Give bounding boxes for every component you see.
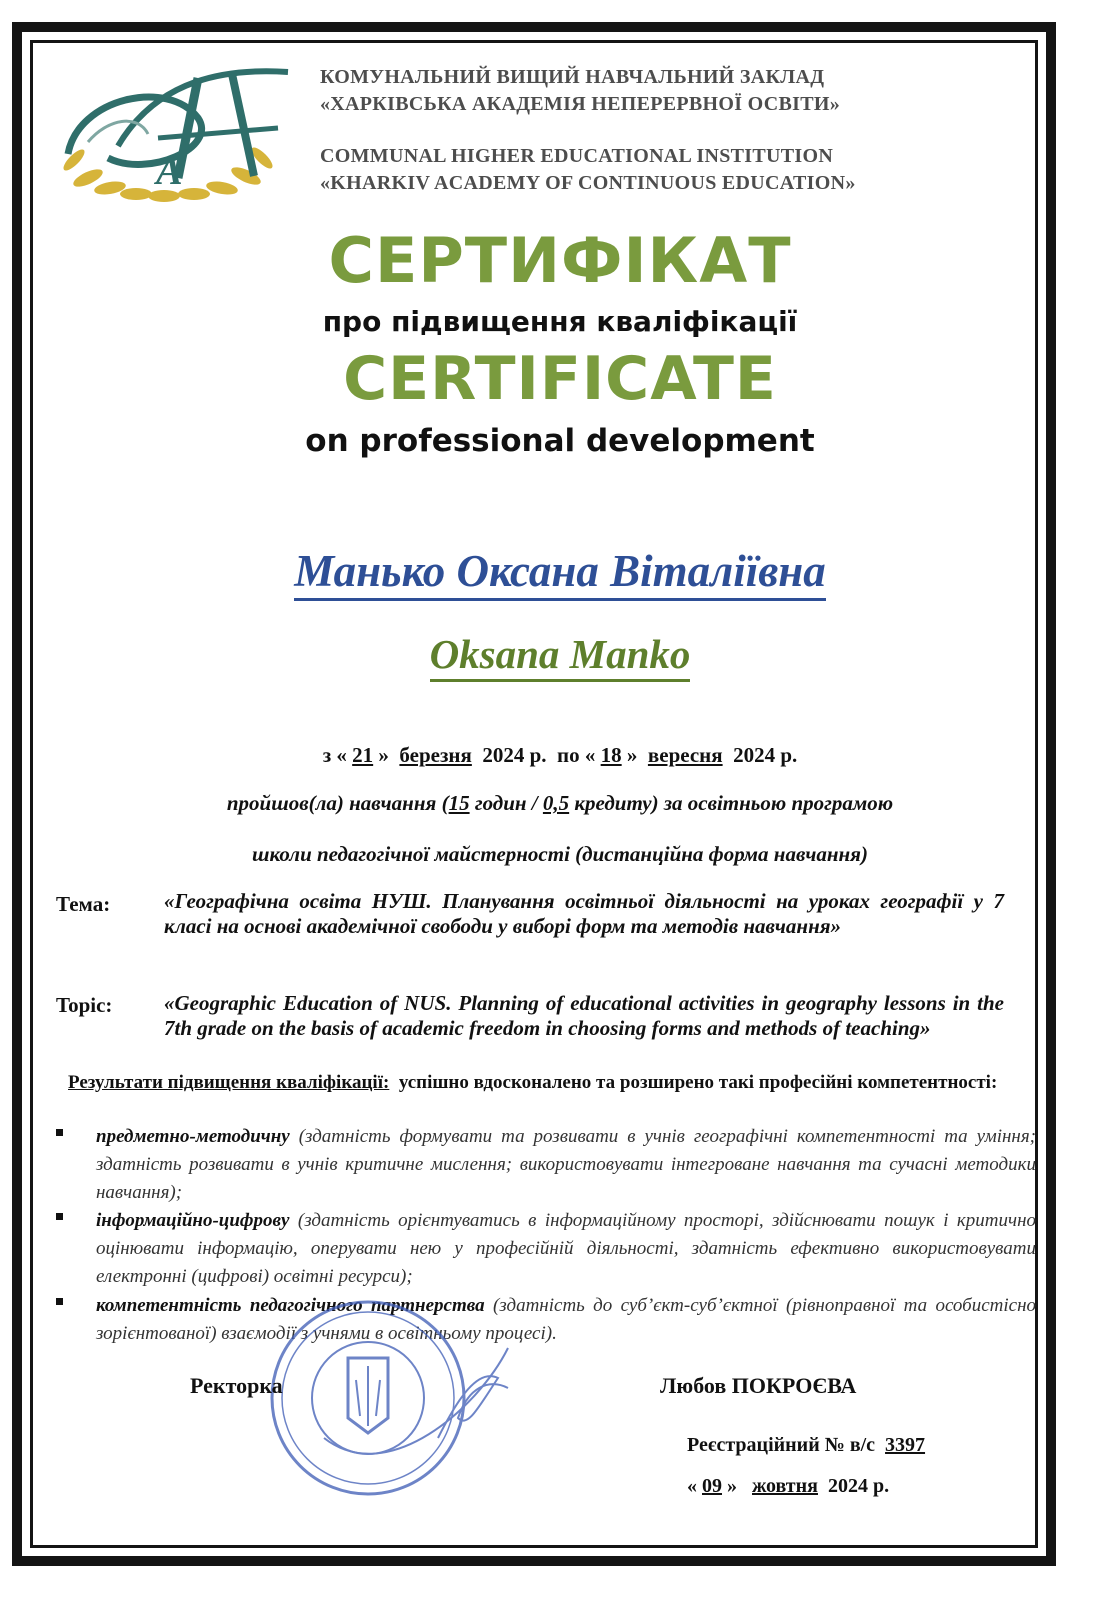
topic-label-ua: Тема: — [56, 892, 111, 916]
training-summary: пройшов(ла) навчання (15 годин / 0,5 кредиту) за освітньою програмою — [226, 791, 894, 815]
training-program: школи педагогічної майстерності (дистанційна форма навчання) — [251, 842, 868, 866]
topic-text-en: «Geographic Education of NUS. Planning of educational activities in geography lessons in the 7th grade on the basis of academic freedom in choosing forms and methods of teaching» — [164, 991, 1004, 1040]
recipient-name-ua: Манько Оксана Віталіївна — [0, 545, 1120, 597]
period-from-month: березня — [399, 743, 472, 767]
signatory-role: Ректорка — [190, 1373, 283, 1398]
bullet-icon — [56, 1129, 63, 1136]
training-hours: 15 — [448, 791, 470, 815]
institution-name-ua-line2: «ХАРКІВСЬКА АКАДЕМІЯ НЕПЕРЕРВНОЇ ОСВІТИ» — [320, 93, 840, 115]
period-from-day: 21 — [352, 743, 374, 767]
bullet-icon — [56, 1213, 63, 1220]
registration-number: 3397 — [885, 1434, 926, 1456]
registration-date-month: жовтня — [752, 1475, 818, 1497]
bullet-icon — [56, 1298, 63, 1305]
logo-letter: А — [156, 148, 183, 193]
training-period: з « 21 » березня 2024 р. по « 18 » вересня 2024 р. — [322, 743, 798, 767]
training-credits: 0,5 — [542, 791, 570, 815]
institution-name-ua-line1: КОМУНАЛЬНИЙ ВИЩИЙ НАВЧАЛЬНИЙ ЗАКЛАД — [320, 66, 825, 88]
registration-number-line: Реєстраційний № в/с 3397 — [687, 1434, 926, 1456]
topic-label-en: Topic: — [56, 993, 113, 1017]
topic-text-ua: «Географічна освіта НУШ. Планування освітньої діяльності на уроках географії у 7 класі на основі академічної свободи у виборі форм та методів навчання» — [164, 889, 1004, 938]
results-intro — [68, 1070, 1018, 1095]
period-to-day: 18 — [600, 743, 622, 767]
certificate-subtitle-ua: про підвищення кваліфікації — [322, 305, 798, 338]
institution-name-en-line2: «KHARKIV ACADEMY OF CONTINUOUS EDUCATION» — [320, 172, 856, 194]
recipient-name-en: Oksana Manko — [0, 630, 1120, 678]
signatory-name: Любов ПОКРОЄВА — [660, 1373, 857, 1398]
registration-date-day: 09 — [702, 1475, 722, 1497]
results-label: Результати підвищення кваліфікації: — [68, 1072, 390, 1093]
certificate-title-ua: СЕРТИФІКАТ — [328, 224, 792, 297]
certificate-title-en: CERTIFICATE — [343, 344, 777, 414]
certificate-subtitle-en: on professional development — [305, 423, 815, 459]
institution-name-en-line1: COMMUNAL HIGHER EDUCATIONAL INSTITUTION — [320, 145, 834, 167]
period-to-month: вересня — [647, 743, 723, 767]
academy-logo — [48, 58, 306, 204]
registration-date: « 09 » жовтня 2024 р. — [687, 1475, 890, 1497]
results-text: успішно вдосконалено та розширено такі професійні компетентності: — [398, 1072, 998, 1093]
